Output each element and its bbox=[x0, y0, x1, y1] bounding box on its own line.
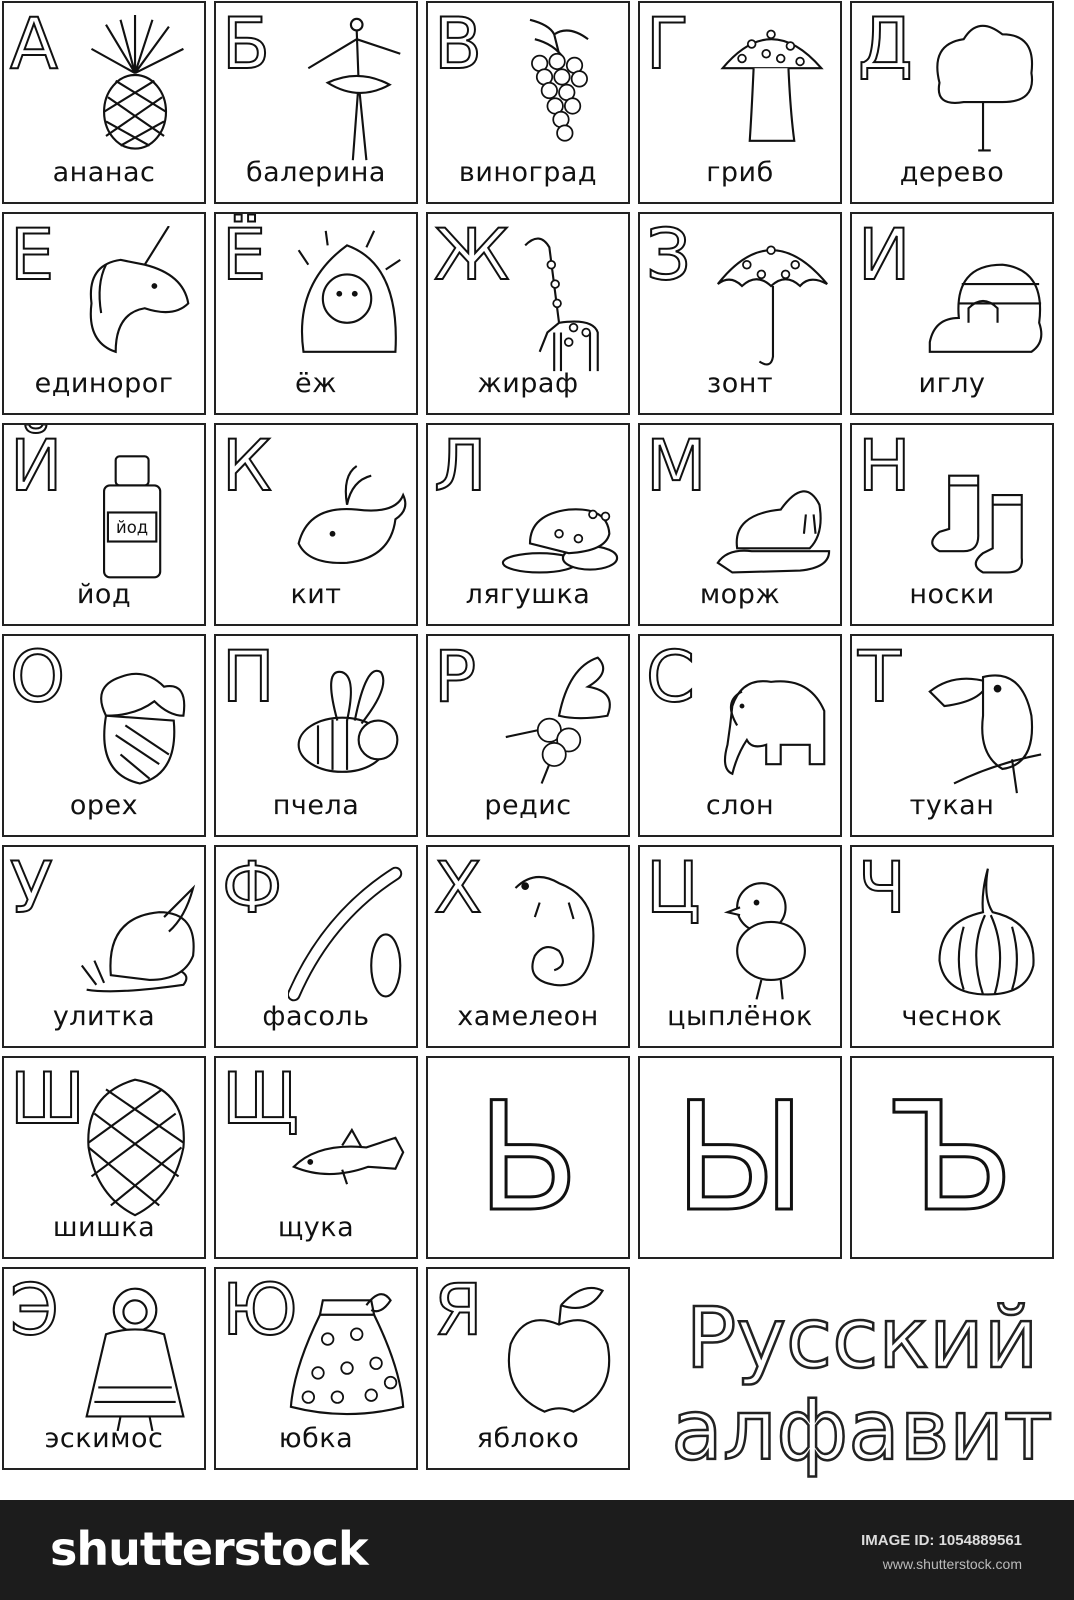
mushroom-icon bbox=[712, 15, 832, 165]
letter-card bbox=[2, 634, 206, 837]
card-word: тукан bbox=[909, 790, 995, 821]
card-word: гриб bbox=[706, 157, 774, 188]
toucan-icon bbox=[924, 648, 1044, 798]
garlic-icon bbox=[924, 859, 1044, 1009]
card-letter: Я bbox=[434, 1269, 483, 1351]
letter-card bbox=[850, 1056, 1054, 1259]
skirt-icon bbox=[288, 1281, 408, 1431]
alphabet-title bbox=[652, 1289, 1072, 1492]
card-word: морж bbox=[699, 579, 781, 610]
letter-card bbox=[638, 634, 842, 837]
letter-card bbox=[214, 634, 418, 837]
letter-card bbox=[214, 1056, 418, 1259]
igloo-icon bbox=[924, 226, 1044, 376]
card-letter: У bbox=[10, 847, 53, 929]
letter-card bbox=[2, 1267, 206, 1470]
card-word: цыплёнок bbox=[667, 1001, 813, 1032]
card-letter: В bbox=[434, 3, 483, 85]
grapes-icon bbox=[500, 15, 620, 165]
footer-bar bbox=[0, 1500, 1074, 1600]
card-letter: Ж bbox=[434, 214, 510, 296]
letter-card bbox=[850, 1, 1054, 204]
card-word: шишка bbox=[52, 1212, 156, 1243]
card-word: лягушка bbox=[465, 579, 591, 610]
eskimo-icon bbox=[76, 1281, 196, 1431]
card-word: ананас bbox=[52, 157, 156, 188]
card-letter: Й bbox=[10, 425, 63, 507]
card-word: кит bbox=[290, 579, 342, 610]
title-line-1: Русский bbox=[685, 1289, 1039, 1387]
letter-card bbox=[638, 423, 842, 626]
unicorn-icon bbox=[76, 226, 196, 376]
card-letter: Ё bbox=[222, 214, 267, 296]
card-sign-letter: Ь bbox=[476, 1070, 580, 1245]
radish-icon bbox=[500, 648, 620, 798]
svg-text:йод: йод bbox=[116, 517, 149, 537]
card-letter: М bbox=[646, 425, 707, 507]
card-word: слон bbox=[705, 790, 775, 821]
elephant-icon bbox=[712, 648, 832, 798]
letter-card bbox=[214, 1267, 418, 1470]
letter-card bbox=[850, 423, 1054, 626]
card-letter: А bbox=[10, 3, 58, 85]
card-letter: О bbox=[10, 636, 66, 718]
card-sign-letter: Ы bbox=[673, 1070, 807, 1245]
card-word: зонт bbox=[706, 368, 774, 399]
letter-card bbox=[214, 1, 418, 204]
letter-card bbox=[850, 634, 1054, 837]
card-letter: Ч bbox=[858, 847, 906, 929]
letter-card bbox=[850, 212, 1054, 415]
letter-card bbox=[426, 1, 630, 204]
card-word: улитка bbox=[52, 1001, 156, 1032]
card-letter: Л bbox=[434, 425, 487, 507]
iodine-bottle-icon bbox=[76, 437, 196, 587]
card-letter: Ф bbox=[222, 847, 283, 929]
letter-card bbox=[638, 845, 842, 1048]
letter-card bbox=[426, 1267, 630, 1470]
bee-icon bbox=[288, 648, 408, 798]
card-word: пчела bbox=[272, 790, 360, 821]
card-word: щука bbox=[277, 1212, 355, 1243]
letter-card bbox=[2, 423, 206, 626]
letter-card bbox=[638, 212, 842, 415]
letter-card bbox=[2, 1056, 206, 1259]
letter-card bbox=[850, 845, 1054, 1048]
card-word: редис bbox=[484, 790, 572, 821]
giraffe-icon bbox=[500, 226, 620, 376]
card-word: жираф bbox=[477, 368, 579, 399]
letter-card bbox=[426, 634, 630, 837]
card-word: единорог bbox=[34, 368, 174, 399]
card-letter: Т bbox=[858, 636, 901, 718]
card-letter: Р bbox=[434, 636, 477, 718]
card-letter: Д bbox=[858, 3, 913, 85]
card-sign-letter: Ъ bbox=[889, 1070, 1015, 1245]
letter-card bbox=[426, 212, 630, 415]
card-letter: Б bbox=[222, 3, 271, 85]
card-letter: Ш bbox=[10, 1058, 85, 1140]
card-word: яблоко bbox=[476, 1423, 580, 1454]
card-letter: З bbox=[646, 214, 691, 296]
letter-card bbox=[426, 1056, 630, 1259]
hedgehog-icon bbox=[288, 226, 408, 376]
image-id-label: IMAGE ID: 1054889561 bbox=[861, 1532, 1022, 1549]
walrus-icon bbox=[712, 437, 832, 587]
card-letter: Ц bbox=[646, 847, 701, 929]
card-word: дерево bbox=[899, 157, 1005, 188]
letter-card bbox=[2, 1, 206, 204]
letter-card bbox=[426, 845, 630, 1048]
card-word: иглу bbox=[918, 368, 986, 399]
card-letter: Н bbox=[858, 425, 911, 507]
card-word: йод bbox=[76, 579, 132, 610]
card-word: фасоль bbox=[262, 1001, 370, 1032]
card-word: чеснок bbox=[901, 1001, 1003, 1032]
card-letter: Э bbox=[10, 1269, 59, 1351]
bean-icon bbox=[288, 859, 408, 1009]
letter-card bbox=[2, 845, 206, 1048]
title-line-2: алфавит bbox=[671, 1381, 1053, 1479]
frog-icon bbox=[500, 437, 620, 587]
card-word: носки bbox=[909, 579, 995, 610]
site-url[interactable]: www.shutterstock.com bbox=[882, 1556, 1022, 1572]
chameleon-icon bbox=[500, 859, 620, 1009]
umbrella-icon bbox=[712, 226, 832, 376]
card-letter: П bbox=[222, 636, 275, 718]
card-letter: Ю bbox=[222, 1269, 298, 1351]
brand-logo[interactable]: shutterstock bbox=[50, 1522, 368, 1576]
chick-icon bbox=[712, 859, 832, 1009]
snail-icon bbox=[76, 859, 196, 1009]
letter-card bbox=[638, 1056, 842, 1259]
card-letter: Щ bbox=[222, 1058, 299, 1140]
card-letter: К bbox=[222, 425, 272, 507]
card-word: юбка bbox=[278, 1423, 354, 1454]
letter-card bbox=[2, 212, 206, 415]
card-letter: Х bbox=[434, 847, 482, 929]
pinecone-icon bbox=[76, 1070, 196, 1220]
letter-card bbox=[638, 1, 842, 204]
card-letter: Е bbox=[10, 214, 55, 296]
nut-icon bbox=[76, 648, 196, 798]
letter-card bbox=[214, 423, 418, 626]
whale-icon bbox=[288, 437, 408, 587]
pineapple-icon bbox=[76, 15, 196, 165]
socks-icon bbox=[924, 437, 1044, 587]
card-word: ёж bbox=[295, 368, 337, 399]
tree-icon bbox=[924, 15, 1044, 165]
card-letter: С bbox=[646, 636, 695, 718]
card-word: эскимос bbox=[44, 1423, 164, 1454]
apple-icon bbox=[500, 1281, 620, 1431]
ballerina-icon bbox=[288, 15, 408, 165]
card-letter: Г bbox=[646, 3, 689, 85]
letter-card bbox=[426, 423, 630, 626]
card-word: орех bbox=[69, 790, 139, 821]
pike-icon bbox=[288, 1070, 408, 1220]
card-word: виноград bbox=[458, 157, 598, 188]
letter-card bbox=[214, 212, 418, 415]
card-word: балерина bbox=[246, 157, 386, 188]
card-letter: И bbox=[858, 214, 911, 296]
letter-card bbox=[214, 845, 418, 1048]
card-word: хамелеон bbox=[457, 1001, 599, 1032]
